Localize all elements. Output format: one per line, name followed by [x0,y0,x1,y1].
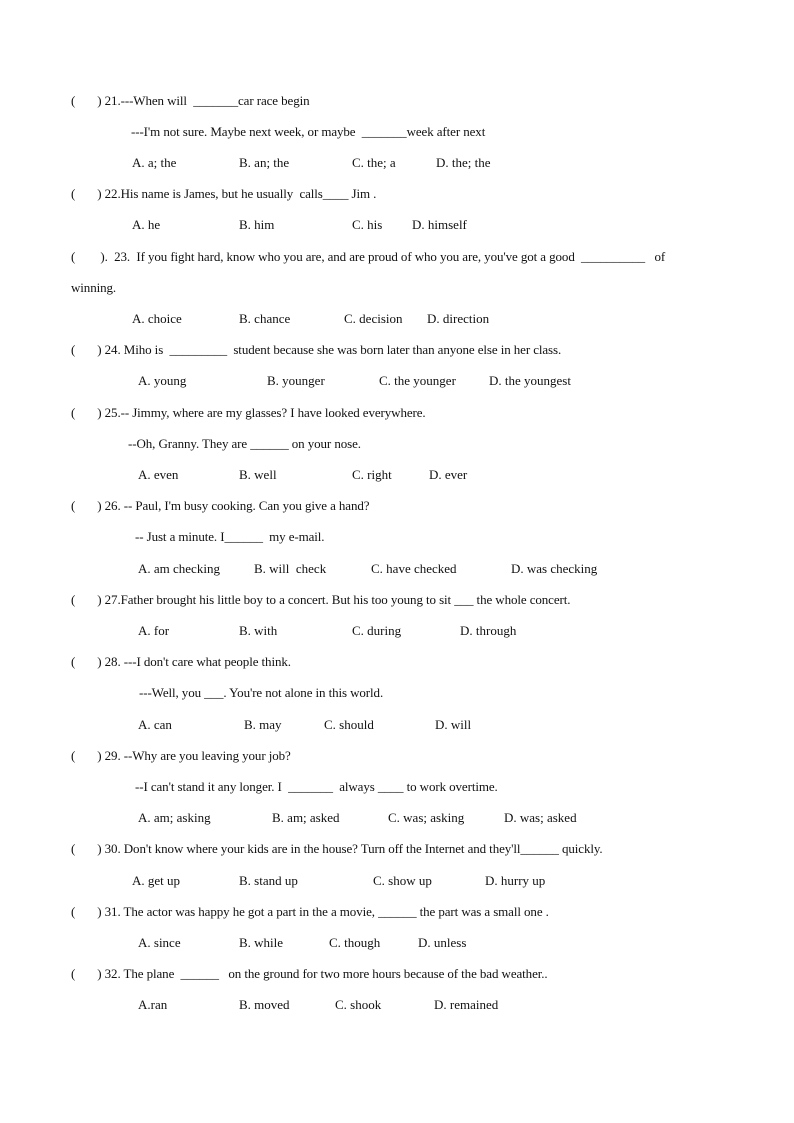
question-28-option-a: A. can [138,717,172,732]
question-30-option-c: C. show up [373,873,432,888]
question-22-option-c: C. his [352,217,383,232]
question-25-dialogue: --Oh, Granny. They are ______ on your nose. [128,436,361,451]
question-29-option-a: A. am; asking [138,810,211,825]
question-31-option-b: B. while [239,935,284,950]
question-23-option-a: A. choice [132,311,182,326]
question-30-option-d: D. hurry up [485,873,546,888]
question-21-stem: ( ) 21.---When will _______car race begin [71,93,310,108]
question-28-option-c: C. should [324,717,374,732]
question-22-stem: ( ) 22.His name is James, but he usually calls____ Jim . [71,186,377,201]
question-23-option-c: C. decision [344,311,403,326]
question-25-option-b: B. well [239,467,277,482]
question-24-option-d: D. the youngest [489,373,571,388]
question-30-option-a: A. get up [132,873,181,888]
question-24-stem: ( ) 24. Miho is _________ student because she was born later than anyone else in her class. [71,342,562,357]
question-31-stem: ( ) 31. The actor was happy he got a part in the a movie, ______ the part was a small one . [71,904,549,919]
question-29-dialogue: --I can't stand it any longer. I _______ always ____ to work overtime. [135,779,498,794]
question-21-option-d: D. the; the [436,155,491,170]
question-26-stem: ( ) 26. -- Paul, I'm busy cooking. Can you give a hand? [71,498,370,513]
question-31-option-d: D. unless [418,935,467,950]
question-21-option-b: B. an; the [239,155,290,170]
question-28-option-d: D. will [435,717,472,732]
question-32-option-d: D. remained [434,997,499,1012]
question-25-option-a: A. even [138,467,179,482]
question-22-option-b: B. him [239,217,275,232]
question-27-option-b: B. with [239,623,278,638]
question-32-option-c: C. shook [335,997,382,1012]
question-22-option-a: A. he [132,217,161,232]
question-26-option-a: A. am checking [138,561,220,576]
question-24-option-c: C. the younger [379,373,456,388]
question-30-stem: ( ) 30. Don't know where your kids are in the house? Turn off the Internet and they'll______ quickly. [71,841,603,856]
question-24-option-b: B. younger [267,373,325,388]
question-26-option-d: D. was checking [511,561,598,576]
question-21-dialogue: ---I'm not sure. Maybe next week, or maybe _______week after next [131,124,486,139]
question-26-option-b: B. will check [254,561,327,576]
question-29-option-b: B. am; asked [272,810,340,825]
question-29-option-d: D. was; asked [504,810,577,825]
question-27-option-a: A. for [138,623,170,638]
question-27-option-d: D. through [460,623,517,638]
question-30-option-b: B. stand up [239,873,298,888]
question-23-option-d: D. direction [427,311,490,326]
question-29-option-c: C. was; asking [388,810,465,825]
question-32-option-a: A.ran [138,997,168,1012]
question-25-option-d: D. ever [429,467,468,482]
question-26-dialogue: -- Just a minute. I______ my e-mail. [135,529,325,544]
question-24-option-a: A. young [138,373,187,388]
question-32-stem: ( ) 32. The plane ______ on the ground for two more hours because of the bad weather.. [71,966,548,981]
question-27-option-c: C. during [352,623,402,638]
question-22-option-d: D. himself [412,217,467,232]
question-23-stem: ( ). 23. If you fight hard, know who you are, and are proud of who you are, you've got a good __________ of [71,249,666,264]
question-23-continuation: winning. [71,280,117,295]
question-28-dialogue: ---Well, you ___. You're not alone in this world. [139,685,384,700]
question-21-option-a: A. a; the [132,155,177,170]
question-25-option-c: C. right [352,467,392,482]
question-31-option-a: A. since [138,935,181,950]
question-26-option-c: C. have checked [371,561,457,576]
question-25-stem: ( ) 25.-- Jimmy, where are my glasses? I have looked everywhere. [71,405,426,420]
question-32-option-b: B. moved [239,997,290,1012]
question-28-stem: ( ) 28. ---I don't care what people think. [71,654,291,669]
question-31-option-c: C. though [329,935,381,950]
question-29-stem: ( ) 29. --Why are you leaving your job? [71,748,291,763]
question-27-stem: ( ) 27.Father brought his little boy to a concert. But his too young to sit ___ the whole concert. [71,592,571,607]
question-23-option-b: B. chance [239,311,291,326]
question-28-option-b: B. may [244,717,282,732]
question-21-option-c: C. the; a [352,155,396,170]
